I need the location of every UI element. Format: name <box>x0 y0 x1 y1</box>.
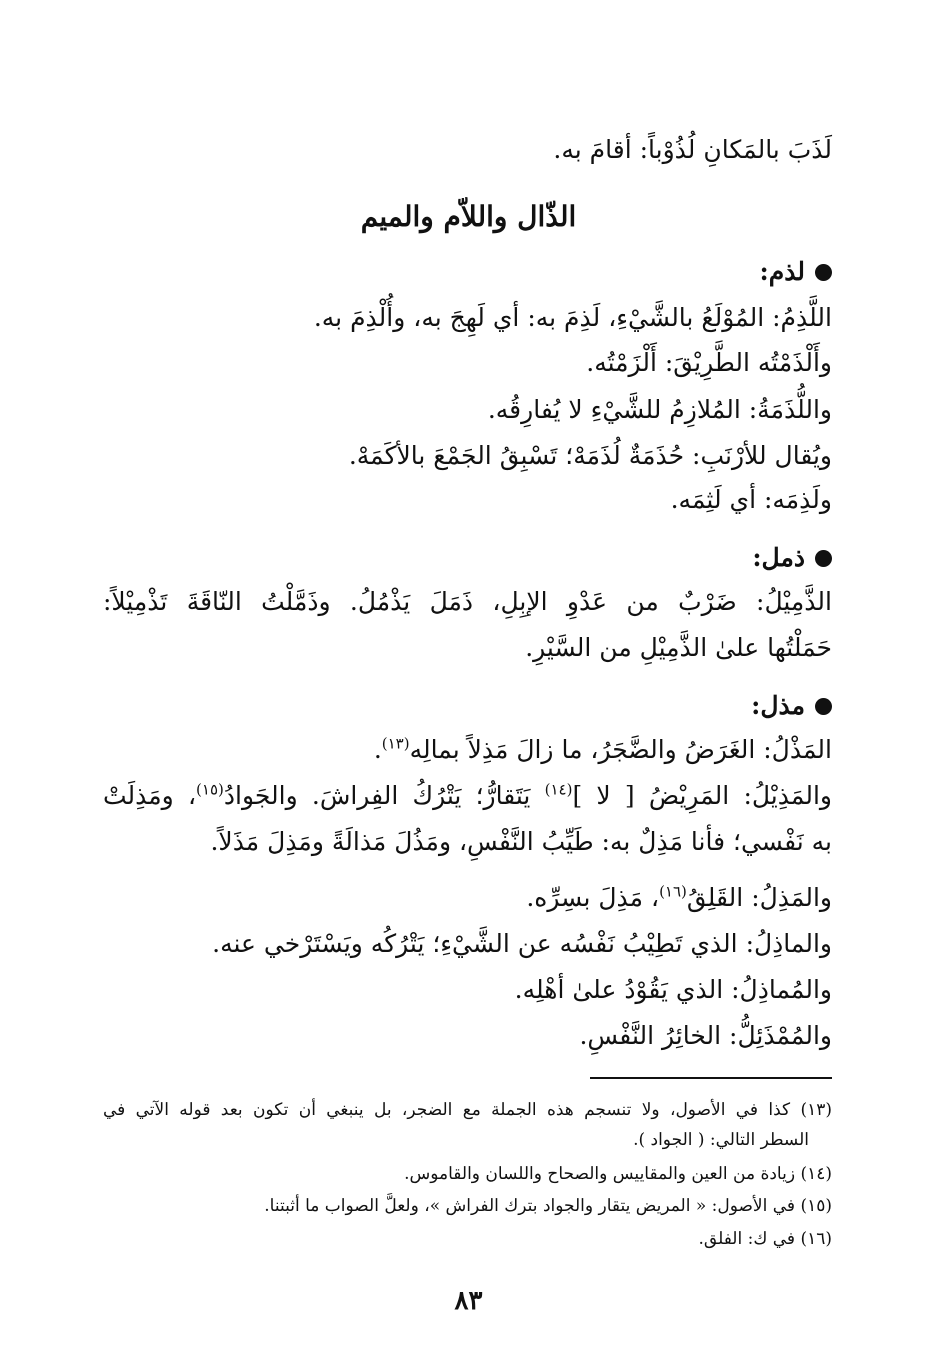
entry-head-madhl <box>751 686 832 726</box>
entry-head-ladhm <box>760 252 832 292</box>
page-number: ٨٣ <box>454 1286 483 1316</box>
entry-line: والمُماذِلُ: الذي يَقُوْدُ علىٰ أهْلِه. <box>514 975 832 1004</box>
bullet-icon <box>815 264 832 281</box>
footnote-ref: (١٥) <box>196 780 224 799</box>
footnote-15: (١٥) في الأصول: « المريض يتقار والجواد بترك الفراش »، ولعلَّ الصواب ما أثبتنا. <box>264 1196 832 1216</box>
entry-line: به نَفْسي؛ فأنا مَذِلٌ به: طَيِّبُ النَّفْسِ، ومَذُلَ مَذالَةً ومَذِلَ مَذَلاً. <box>210 827 832 856</box>
footnote-13-continuation: السطر التالي: ( الجواد ). <box>633 1130 809 1150</box>
entry-line: والمُمْذَئِلُّ: الخائِرُ النَّفْسِ. <box>579 1021 832 1050</box>
intro-line: لَذَبَ بالمَكانِ لُذُوْباً: أقامَ به. <box>553 135 832 164</box>
entry-line: الذَّمِيْلُ: ضَرْبٌ من عَدْوِ الإبِلِ، ذَمَلَ يَذْمُلُ. وذَمَّلْتُ النّاقَةَ تَذْمِيْلاً: <box>103 587 832 616</box>
footnote-16: (١٦) في ك: الفلق. <box>698 1229 832 1249</box>
footnote-divider <box>590 1077 832 1079</box>
entry-line: والمَذِيْلُ: المَرِيْضُ [ لا ]$^{(١٤)}$ يَتَقارُّ؛ يَتْرُكُ الفِراشَ. والجَوادُ$^{(١٥)}$، ومَذِلَتْ <box>103 780 832 810</box>
footnote-ref: (١٤) <box>544 780 573 799</box>
entry-line: واللُّذَمَةُ: المُلازِمُ للشَّيْءِ لا يُفارِقُه. <box>487 395 832 424</box>
bullet-icon <box>815 550 832 567</box>
entry-line: وأَلْذَمْتُه الطَّرِيْقَ: أَلْزَمْتُه. <box>586 348 832 377</box>
entry-line: والمَذِلُ: القَلِقُ$^{(١٦)}$، مَذِلَ بسِرِّه. <box>526 882 832 912</box>
entry-line: ويُقال للأرْنَبِ: حُذَمَةٌ لُذَمَهْ؛ تَسْبِقُ الجَمْعَ بالأكَمَهْ. <box>348 441 832 470</box>
entry-line: حَمَلْتُها علىٰ الذَّمِيْلِ من السَّيْرِ. <box>525 633 832 662</box>
entry-line: ولَذِمَه: أي لَثِمَه. <box>670 485 832 514</box>
bullet-icon <box>815 698 832 715</box>
footnote-ref: (١٦) <box>659 882 687 901</box>
entry-line: اللَّذِمُ: المُوْلَعُ بالشَّيْءِ، لَذِمَ به: أي لَهِجَ به، وأُلْذِمَ به. <box>313 303 832 332</box>
section-title: الذّال واللاّم والميم <box>360 200 577 233</box>
entry-head-label: ذمل: <box>752 543 805 572</box>
entry-head-dhaml <box>752 538 832 578</box>
entry-head-label: مذل: <box>751 691 805 720</box>
footnote-13: (١٣) كذا في الأصول، ولا تنسجم هذه الجملة مع الضجر، بل ينبغي أن تكون بعد قوله الآتي في <box>103 1100 832 1120</box>
footnote-ref: (١٣) <box>381 734 410 753</box>
entry-line: المَذْلُ: الغَرَضُ والضَّجَرُ، ما زالَ مَذِلاً بمالِه$^{(١٣)}$. <box>373 734 832 764</box>
entry-line: والماذِلُ: الذي تَطِيْبُ نَفْسُه عن الشَّيْءِ؛ يَتْرُكُه ويَسْتَرْخي عنه. <box>212 929 832 958</box>
footnote-14: (١٤) زيادة من العين والمقاييس والصحاح واللسان والقاموس. <box>404 1164 832 1184</box>
entry-head-label: لذم: <box>759 257 805 286</box>
